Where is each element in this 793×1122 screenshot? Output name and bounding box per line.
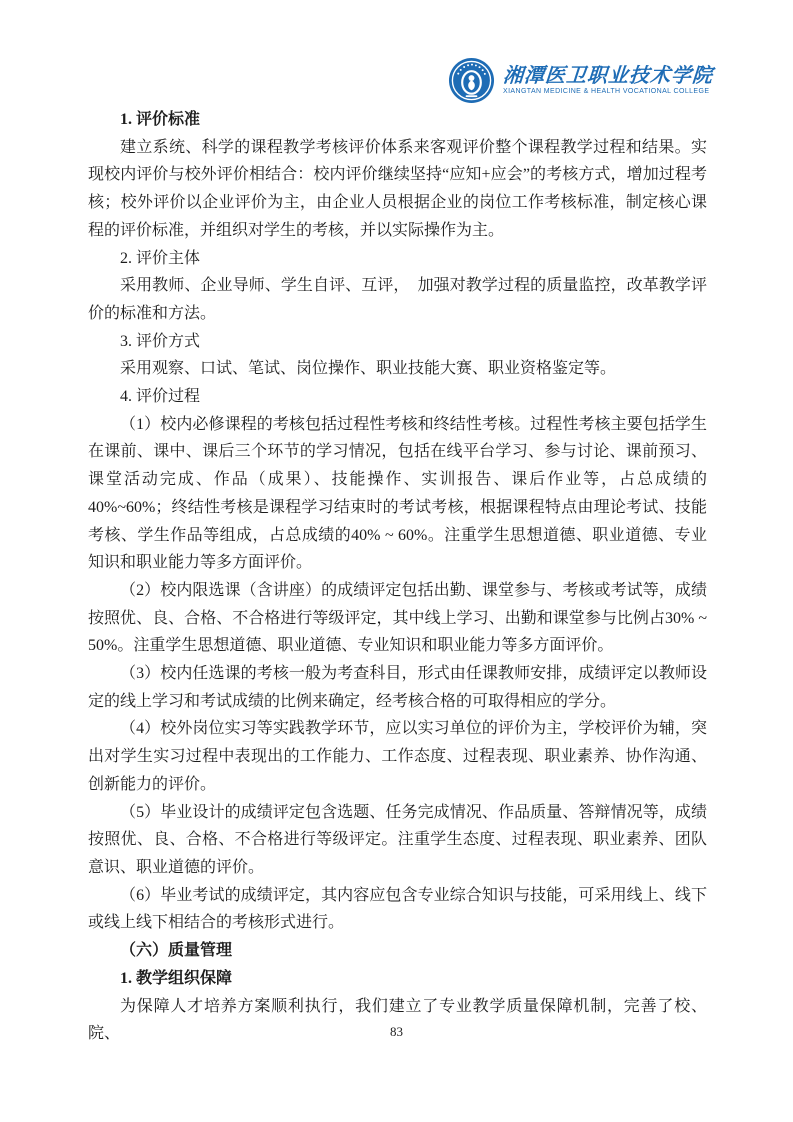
paragraph-process-item-5: （5）毕业设计的成绩评定包含选题、任务完成情况、作品质量、答辩情况等，成绩按照优、良、合格、不合格进行等级评定。注重学生态度、过程表现、职业素养、团队意识、职业道德的评价。	[88, 803, 707, 876]
college-name-zh: 湘潭医卫职业技术学院	[502, 65, 714, 87]
paragraph-process-item-1: （1）校内必修课程的考核包括过程性考核和终结性考核。过程性考核主要包括学生在课前、课中、课后三个环节的学习情况，包括在线平台学习、参与讨论、课前预习、课堂活动完成、作品（成果）、技能操作、实训报告、课后作业等，占总成绩的40%~60%；终结性考核是课程学习结束时的考试考核，根据课程特点由理论考试、技能考核、学生作品等组成，占总成绩的40% ~ 60%。注重学生思想道德、职业道德、专业知识和职业能力等多方面评价。	[88, 415, 707, 572]
paragraph-evaluation-subject: 采用教师、企业导师、学生自评、互评， 加强对教学过程的质量监控，改革教学评价的标准和方法。	[88, 277, 707, 322]
heading-quality-management: （六）质量管理	[120, 942, 233, 960]
college-logo-text	[503, 65, 713, 96]
paragraph-process-item-2: （2）校内限选课（含讲座）的成绩评定包括出勤、课堂参与、考核或考试等，成绩按照优、良、合格、不合格进行等级评定，其中线上学习、出勤和课堂参与比例占30% ~ 50%。注重学生思想道德、职业道德、专业知识和职业能力等多方面评价。	[88, 581, 707, 655]
paragraph-teaching-org-guarantee: 为保障人才培养方案顺利执行，我们建立了专业教学质量保障机制，完善了校、院、	[88, 997, 707, 1043]
heading-evaluation-subject: 2. 评价主体	[120, 249, 201, 267]
college-logo	[448, 57, 713, 104]
paragraph-process-item-4: （4）校外岗位实习等实践教学环节，应以实习单位的评价为主，学校评价为辅，突出对学生实习过程中表现出的工作能力、工作态度、过程表现、职业素养、协作沟通、创新能力的评价。	[88, 720, 707, 793]
paragraph-evaluation-method: 采用观察、口试、笔试、岗位操作、职业技能大赛、职业资格鉴定等。	[120, 360, 617, 378]
paragraph-process-item-3: （3）校内任选课的考核一般为考查科目，形式由任课教师安排，成绩评定以教师设定的线上学习和考试成绩的比例来确定，经考核合格的可取得相应的学分。	[88, 665, 707, 710]
heading-evaluation-standard: 1. 评价标准	[120, 111, 201, 128]
paragraph-process-item-6: （6）毕业考试的成绩评定，其内容应包含专业综合知识与技能，可采用线上、线下或线上线下相结合的考核形式进行。	[88, 886, 707, 932]
heading-teaching-org-guarantee: 1. 教学组织保障	[120, 969, 233, 987]
college-seal-icon	[448, 57, 495, 104]
page-number: 83	[390, 1024, 403, 1039]
heading-evaluation-process: 4. 评价过程	[120, 388, 201, 406]
college-name-en: XIANGTAN MEDICINE & HEALTH VOCATIONAL COLLEGE	[503, 88, 710, 95]
document-content	[88, 106, 707, 1048]
heading-evaluation-method: 3. 评价方式	[120, 332, 201, 350]
paragraph-evaluation-standard: 建立系统、科学的课程教学考核评价体系来客观评价整个课程教学过程和结果。实现校内评价与校外评价相结合：校内评价继续坚持“应知+应会”的考核方式，增加过程考核；校外评价以企业评价为主，由企业人员根据企业的岗位工作考核标准，制定核心课程的评价标准，并组织对学生的考核，并以实际操作为主。	[88, 138, 707, 239]
